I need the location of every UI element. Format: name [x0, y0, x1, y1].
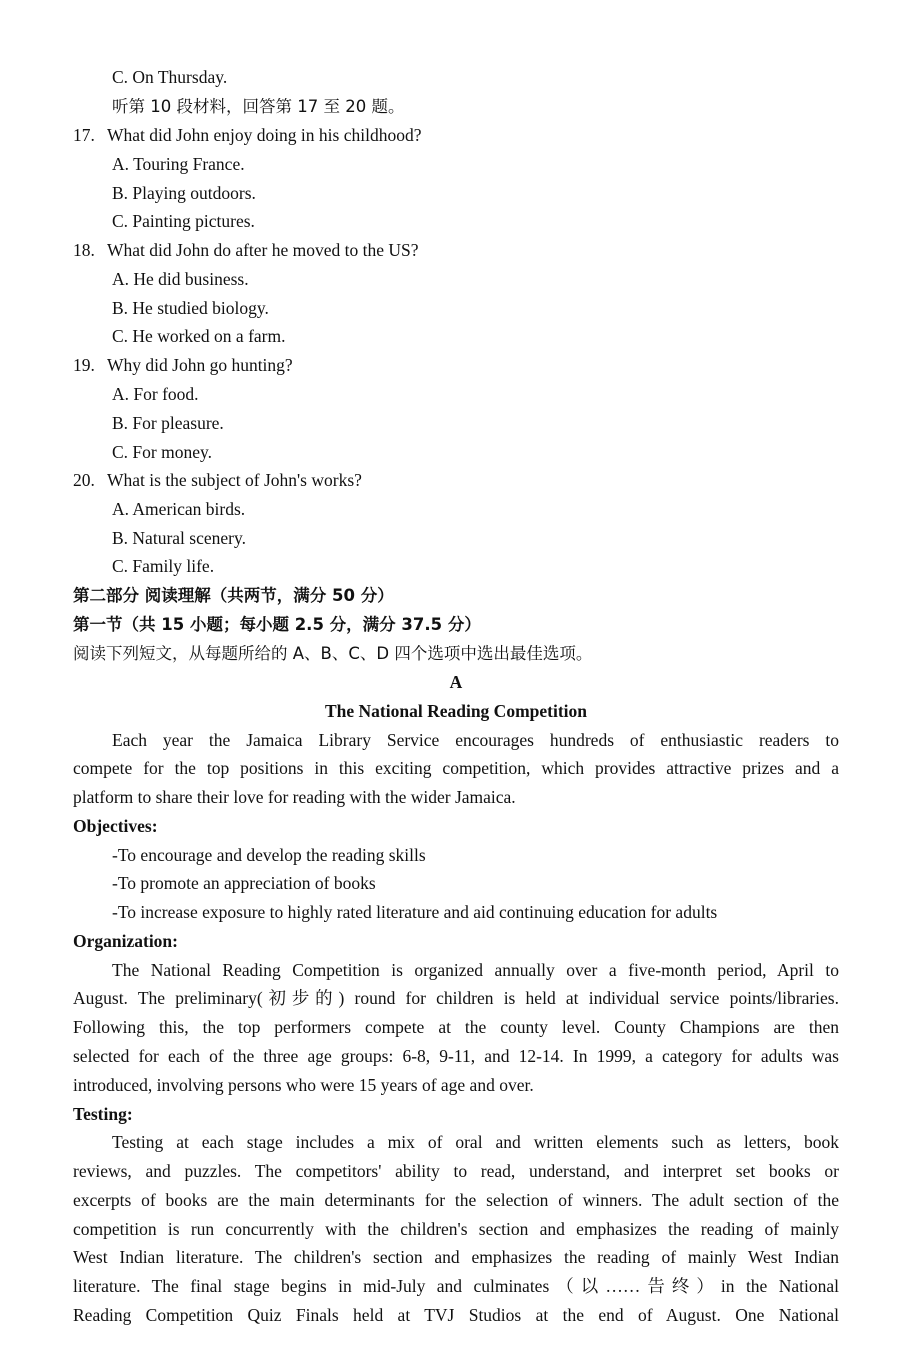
intro-line: platform to share their love for reading with the wider Jamaica. — [73, 787, 516, 807]
reading-instruction: 阅读下列短文，从每题所给的 A、B、C、D 四个选项中选出最佳选项。 — [73, 644, 593, 663]
testing-line: West Indian literature. The children's section and emphasizes the reading of mainly West Indian — [73, 1247, 839, 1267]
option: B. For pleasure. — [112, 413, 224, 433]
organization-heading: Organization: — [73, 931, 178, 951]
testing-line: literature. The final stage begins in mid-July and culminates（以……告终）in the National — [73, 1276, 839, 1296]
testing-line: Testing at each stage includes a mix of oral and written elements such as letters, book — [112, 1132, 839, 1152]
organization-line: introduced, involving persons who were 15 years of age and over. — [73, 1075, 534, 1095]
passage-letter: A — [449, 672, 463, 692]
option: A. American birds. — [112, 499, 246, 519]
section1-title: 第一节（共 15 小题；每小题 2.5 分，满分 37.5 分） — [73, 615, 481, 634]
option: A. For food. — [112, 384, 199, 404]
question-text: What did John enjoy doing in his childhood? — [107, 125, 422, 145]
question-number: 19. — [73, 355, 95, 375]
listening-instruction: 听第 10 段材料，回答第 17 至 20 题。 — [112, 97, 405, 116]
q16-option-c: C. On Thursday. — [112, 67, 228, 87]
option: C. For money. — [112, 442, 212, 462]
organization-line: The National Reading Competition is organized annually over a five-month period, April to — [112, 960, 839, 980]
question-number: 20. — [73, 470, 95, 490]
option: C. Painting pictures. — [112, 211, 255, 231]
testing-heading: Testing: — [73, 1104, 133, 1124]
testing-line: excerpts of books are the main determinants for the selection of winners. The adult section of the — [73, 1190, 839, 1210]
question-20 — [73, 466, 839, 495]
question-19 — [73, 351, 839, 380]
option: A. Touring France. — [112, 154, 245, 174]
question-17 — [73, 121, 839, 150]
intro-line: compete for the top positions in this exciting competition, which provides attractive prizes and a — [73, 758, 839, 778]
passage-title: The National Reading Competition — [324, 701, 588, 721]
question-number: 18. — [73, 240, 95, 260]
question-number: 17. — [73, 125, 95, 145]
testing-line: Reading Competition Quiz Finals held at TVJ Studios at the end of August. One National — [73, 1305, 839, 1325]
organization-line: Following this, the top performers compete at the county level. County Champions are then — [73, 1017, 839, 1037]
question-text: Why did John go hunting? — [107, 355, 293, 375]
testing-line: competition is run concurrently with the children's section and emphasizes the reading of mainly — [73, 1219, 839, 1239]
intro-line: Each year the Jamaica Library Service encourages hundreds of enthusiastic readers to — [112, 730, 839, 750]
option: B. He studied biology. — [112, 298, 269, 318]
question-text: What did John do after he moved to the US? — [107, 240, 419, 260]
question-text: What is the subject of John's works? — [107, 470, 362, 490]
option: C. Family life. — [112, 556, 215, 576]
organization-line: selected for each of the three age groups: 6-8, 9-11, and 12-14. In 1999, a category for adults was — [73, 1046, 839, 1066]
option: A. He did business. — [112, 269, 249, 289]
objectives-heading: Objectives: — [73, 816, 158, 836]
option: C. He worked on a farm. — [112, 326, 286, 346]
testing-line: reviews, and puzzles. The competitors' ability to read, understand, and interpret set books or — [73, 1161, 839, 1181]
question-18 — [73, 236, 839, 265]
option: B. Natural scenery. — [112, 528, 246, 548]
part2-title: 第二部分 阅读理解（共两节，满分 50 分） — [73, 586, 394, 605]
option: B. Playing outdoors. — [112, 183, 256, 203]
objective-item: -To increase exposure to highly rated literature and aid continuing education for adults — [112, 902, 718, 922]
objective-item: -To encourage and develop the reading skills — [112, 845, 426, 865]
organization-line: August. The preliminary(初步的) round for children is held at individual service points/libraries. — [73, 988, 839, 1008]
objective-item: -To promote an appreciation of books — [112, 873, 376, 893]
